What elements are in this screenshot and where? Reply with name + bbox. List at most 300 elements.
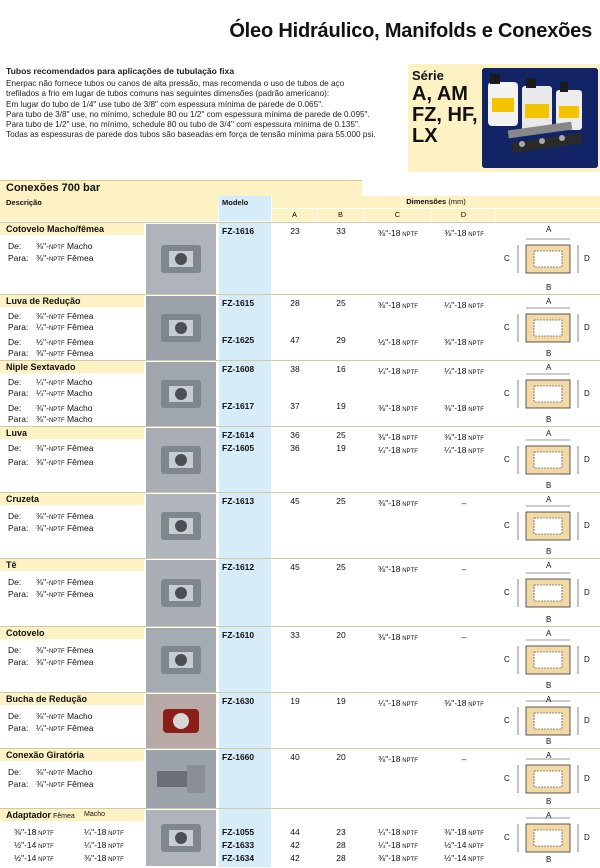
- thread-gender: Fêmea: [64, 337, 94, 347]
- fitting-name: Luva de Redução: [0, 295, 144, 307]
- dim-value: ⅜"-18: [378, 432, 401, 442]
- connection-line: [8, 377, 92, 387]
- dim-b: 25: [336, 496, 346, 506]
- connection-line: [8, 388, 92, 398]
- series-code: FZ, HF,: [412, 104, 478, 126]
- thread-size: ⅜"-: [36, 657, 49, 667]
- thread-standard: NPTF: [48, 257, 65, 263]
- thread-gender: Macho: [64, 767, 93, 777]
- dim-a: 36: [290, 443, 300, 453]
- dim-a: 28: [290, 298, 300, 308]
- thread-standard: NPTF: [106, 844, 124, 850]
- diagram-label: D: [584, 323, 590, 332]
- dim-a: 33: [290, 630, 300, 640]
- table-row: [0, 558, 600, 626]
- dim-c: [364, 632, 432, 642]
- thread-size: ¼"-: [36, 388, 49, 398]
- dim-value: ⅜"-18: [378, 403, 401, 413]
- thread-standard: NPTF: [466, 449, 484, 455]
- dim-a: 40: [290, 752, 300, 762]
- thread-size: ⅜"-: [36, 457, 49, 467]
- model-number: FZ-1612: [222, 562, 255, 572]
- diagram-label: D: [584, 455, 590, 464]
- thread-standard: NPTF: [48, 326, 65, 332]
- fitting-name: Conexão Giratória: [0, 749, 144, 761]
- dim-c: [364, 498, 432, 508]
- thread-standard: NPTF: [106, 831, 124, 837]
- intro-line: Em lugar do tubo de 1/4" use tubo de 3/8" com espessura mínima de parede de 0.065".: [6, 99, 324, 109]
- thread-size: ¼"-: [36, 377, 49, 387]
- thread-standard: NPTF: [400, 568, 418, 574]
- header-dimensions: [272, 196, 600, 208]
- table-row: [0, 626, 600, 692]
- dim-value: ½"-18: [378, 337, 401, 347]
- thread-standard: NPTF: [48, 715, 65, 721]
- dim-c: [364, 403, 432, 413]
- model-number: FZ-1630: [222, 696, 255, 706]
- thread-standard: NPTF: [466, 702, 484, 708]
- connection-label: Para:: [8, 348, 29, 358]
- diagram-label: C: [504, 774, 510, 783]
- series-code: LX: [412, 125, 438, 147]
- dim-b: 19: [336, 401, 346, 411]
- connection-label: De:: [8, 577, 22, 587]
- thread-standard: NPTF: [48, 661, 65, 667]
- dim-c: [364, 698, 432, 708]
- table-row: [0, 426, 600, 492]
- thread-standard: NPTF: [106, 857, 124, 863]
- diagram-label: B: [546, 349, 552, 358]
- connection-line: [8, 241, 92, 251]
- thread-standard: NPTF: [36, 844, 54, 850]
- thread-standard: NPTF: [48, 515, 65, 521]
- dim-d: [432, 754, 496, 764]
- dim-b: 25: [336, 562, 346, 572]
- intro-line: Enerpac não fornece tubos ou canos de alta pressão, mas recomenda o uso de tubos de aço: [6, 79, 345, 89]
- thread-size: ⅜"-: [36, 443, 49, 453]
- diagram-label: C: [504, 254, 510, 263]
- model-number: FZ-1633: [222, 840, 255, 850]
- dim-c: [364, 337, 432, 347]
- thread-size: ⅜"-: [36, 414, 49, 424]
- dim-a: 45: [290, 562, 300, 572]
- dim-d: [432, 840, 496, 850]
- dim-b: 33: [336, 226, 346, 236]
- diagram-label: D: [584, 389, 590, 398]
- connection-line: [8, 767, 92, 777]
- diagram-label: D: [584, 521, 590, 530]
- thread-standard: NPTF: [48, 593, 65, 599]
- dim-a: 23: [290, 226, 300, 236]
- connection-line: [8, 403, 92, 413]
- adapter-male-label: Macho: [84, 811, 106, 818]
- dim-d: [432, 445, 496, 455]
- dim-c: [364, 228, 432, 238]
- dim-d: [432, 432, 496, 442]
- connection-label: De:: [8, 511, 22, 521]
- adapter-male-thread: [84, 853, 124, 863]
- dim-a: 37: [290, 401, 300, 411]
- diagram-label: D: [584, 833, 590, 842]
- connection-label: Para:: [8, 723, 29, 733]
- dim-d: [432, 564, 496, 574]
- thread-gender: Fêmea: [64, 322, 94, 332]
- connection-label: Para:: [8, 388, 29, 398]
- thread-size: ½"-: [36, 337, 49, 347]
- dim-b: 25: [336, 430, 346, 440]
- product-photo: [146, 694, 216, 748]
- page-title: Óleo Hidráulico, Manifolds e Conexões: [229, 20, 592, 42]
- dim-b: 23: [336, 827, 346, 837]
- dim-c: [364, 300, 432, 310]
- thread-standard: NPTF: [48, 352, 65, 358]
- connection-line: [8, 414, 92, 424]
- adapter-title: Adaptador: [6, 810, 51, 820]
- dimension-diagram: [496, 297, 600, 359]
- thread-gender: Fêmea: [64, 443, 94, 453]
- product-photo: [146, 628, 216, 692]
- diagram-label: A: [546, 629, 552, 638]
- diagram-label: B: [546, 547, 552, 556]
- adapter-male-thread: [84, 840, 124, 850]
- thread-standard: NPTF: [400, 844, 418, 850]
- dim-value: –: [461, 632, 467, 642]
- adapter-male-thread: [84, 827, 124, 837]
- dim-c: [364, 827, 432, 837]
- dim-a: 45: [290, 496, 300, 506]
- model-number: FZ-1615: [222, 298, 255, 308]
- product-photo: [146, 224, 216, 294]
- product-photo: [146, 296, 216, 360]
- diagram-label: B: [546, 797, 552, 806]
- dim-c: [364, 564, 432, 574]
- dim-value: ⅜"-18: [378, 228, 401, 238]
- header-description: Descrição: [0, 196, 218, 221]
- dim-d: [432, 498, 496, 508]
- thread-gender: Fêmea: [64, 523, 94, 533]
- thread-size: ⅜"-: [36, 403, 49, 413]
- fitting-name: Cotovelo Macho/fêmea: [0, 223, 144, 235]
- thread-gender: Macho: [64, 377, 93, 387]
- header-col-diagram: [496, 209, 600, 221]
- diagram-label: A: [546, 429, 552, 438]
- thread-gender: Fêmea: [64, 645, 94, 655]
- thread-gender: Macho: [64, 403, 93, 413]
- connection-line: [8, 311, 93, 321]
- thread-standard: NPTF: [466, 844, 484, 850]
- dim-d: [432, 632, 496, 642]
- dim-d: [432, 300, 496, 310]
- dim-d: [432, 403, 496, 413]
- thread-standard: NPTF: [400, 370, 418, 376]
- thread-size: ¼"-18: [84, 827, 107, 837]
- dim-value: –: [461, 754, 467, 764]
- thread-standard: NPTF: [36, 831, 54, 837]
- connection-line: [8, 723, 93, 733]
- diagram-label: B: [546, 855, 552, 864]
- thread-standard: NPTF: [466, 341, 484, 347]
- thread-size: ⅜"-: [36, 311, 49, 321]
- diagram-label: B: [546, 481, 552, 490]
- connection-line: [8, 322, 93, 332]
- model-number: FZ-1610: [222, 630, 255, 640]
- diagram-label: C: [504, 716, 510, 725]
- thread-gender: Fêmea: [64, 589, 94, 599]
- thread-standard: NPTF: [466, 831, 484, 837]
- thread-size: ⅜"-: [36, 523, 49, 533]
- fitting-name: Tê: [0, 559, 144, 571]
- connection-label: De:: [8, 311, 22, 321]
- thread-standard: NPTF: [48, 771, 65, 777]
- thread-size: ¼"-18: [84, 840, 107, 850]
- dim-a: 36: [290, 430, 300, 440]
- connection-label: Para:: [8, 589, 29, 599]
- thread-standard: NPTF: [466, 304, 484, 310]
- connection-line: [8, 645, 93, 655]
- header-dims-label: Dimensões: [406, 197, 447, 206]
- thread-standard: NPTF: [48, 381, 65, 387]
- dim-c: [364, 366, 432, 376]
- dim-d: [432, 827, 496, 837]
- thread-size: ⅜"-: [36, 348, 49, 358]
- thread-standard: NPTF: [400, 702, 418, 708]
- thread-standard: NPTF: [48, 727, 65, 733]
- thread-gender: Fêmea: [64, 657, 94, 667]
- dim-d: [432, 698, 496, 708]
- thread-size: ⅜"-: [36, 589, 49, 599]
- dim-value: ⅜"-18: [378, 754, 401, 764]
- thread-size: ½"-14: [14, 840, 37, 850]
- dim-b: 25: [336, 298, 346, 308]
- adapter-block: [0, 808, 600, 866]
- dim-value: ⅜"-18: [444, 698, 467, 708]
- dim-b: 19: [336, 443, 346, 453]
- dim-b: 28: [336, 840, 346, 850]
- model-number: FZ-1055: [222, 827, 255, 837]
- dimension-diagram: [496, 751, 600, 807]
- connection-label: Para:: [8, 523, 29, 533]
- connection-line: [8, 337, 93, 347]
- thread-standard: NPTF: [48, 245, 65, 251]
- diagram-label: A: [546, 751, 552, 760]
- dim-value: ⅜"-18: [444, 432, 467, 442]
- diagram-label: A: [546, 561, 552, 570]
- connection-label: De:: [8, 711, 22, 721]
- thread-gender: Fêmea: [64, 511, 94, 521]
- diagram-label: B: [546, 615, 552, 624]
- connection-label: Para:: [8, 322, 29, 332]
- dim-value: ⅜"-18: [444, 337, 467, 347]
- thread-gender: Fêmea: [64, 577, 94, 587]
- dim-a: 47: [290, 335, 300, 345]
- product-photo: [146, 428, 216, 492]
- diagram-label: D: [584, 254, 590, 263]
- connection-line: [8, 779, 93, 789]
- thread-standard: NPTF: [48, 315, 65, 321]
- dim-value: ⅜"-18: [444, 228, 467, 238]
- header-col-a: A: [272, 209, 317, 221]
- connection-label: De:: [8, 403, 22, 413]
- diagram-label: C: [504, 833, 510, 842]
- table-header: [0, 196, 600, 221]
- thread-gender: Fêmea: [64, 253, 94, 263]
- thread-gender: Fêmea: [64, 723, 94, 733]
- dim-a: 42: [290, 840, 300, 850]
- dim-value: ⅜"-18: [378, 853, 401, 863]
- diagram-label: A: [546, 363, 552, 372]
- diagram-label: C: [504, 455, 510, 464]
- connection-line: [8, 523, 93, 533]
- header-col-c: C: [364, 209, 431, 221]
- thread-standard: NPTF: [466, 407, 484, 413]
- dim-c: [364, 754, 432, 764]
- product-photo: [482, 68, 598, 168]
- connection-label: De:: [8, 377, 22, 387]
- model-number: FZ-1605: [222, 443, 255, 453]
- diagram-label: A: [546, 297, 552, 306]
- connection-label: De:: [8, 443, 22, 453]
- adapter-female-label: Fêmea: [51, 813, 75, 820]
- connection-line: [8, 711, 92, 721]
- connection-line: [8, 577, 93, 587]
- thread-standard: NPTF: [466, 232, 484, 238]
- diagram-label: D: [584, 588, 590, 597]
- connection-line: [8, 511, 93, 521]
- thread-size: ⅜"-: [36, 779, 49, 789]
- diagram-label: C: [504, 323, 510, 332]
- connection-line: [8, 443, 93, 453]
- thread-gender: Fêmea: [64, 311, 94, 321]
- connection-label: Para:: [8, 779, 29, 789]
- dim-value: ¼"-18: [444, 366, 467, 376]
- dim-value: ¼"-18: [378, 698, 401, 708]
- model-number: FZ-1634: [222, 853, 255, 863]
- dim-b: 29: [336, 335, 346, 345]
- dim-value: ¼"-18: [378, 445, 401, 455]
- thread-standard: NPTF: [48, 581, 65, 587]
- thread-gender: Fêmea: [64, 779, 94, 789]
- product-photo: [146, 560, 216, 626]
- thread-size: ⅜"-18: [84, 853, 107, 863]
- dimension-diagram: [496, 811, 600, 865]
- thread-standard: NPTF: [400, 758, 418, 764]
- diagram-label: C: [504, 655, 510, 664]
- connection-label: De:: [8, 337, 22, 347]
- intro-heading: Tubos recomendados para aplicações de tubulação fixa: [6, 66, 235, 76]
- thread-gender: Macho: [64, 414, 93, 424]
- dim-a: 44: [290, 827, 300, 837]
- dimension-diagram: [496, 495, 600, 557]
- model-number: FZ-1613: [222, 496, 255, 506]
- thread-standard: NPTF: [48, 341, 65, 347]
- dimension-diagram: [496, 363, 600, 425]
- table-row: [0, 222, 600, 294]
- model-number: FZ-1616: [222, 226, 255, 236]
- dimension-diagram: [496, 429, 600, 491]
- connection-label: Para:: [8, 414, 29, 424]
- model-number: FZ-1617: [222, 401, 255, 411]
- thread-standard: NPTF: [400, 304, 418, 310]
- thread-standard: NPTF: [400, 341, 418, 347]
- thread-size: ½"-14: [14, 853, 37, 863]
- thread-standard: NPTF: [466, 857, 484, 863]
- fitting-name: Cruzeta: [0, 493, 144, 505]
- header-model: Modelo: [219, 196, 271, 221]
- dim-value: ½"-14: [444, 840, 467, 850]
- thread-gender: Fêmea: [64, 457, 94, 467]
- intro-line: Para tubo de 3/8" use, no mínimo, schedule 80 ou 1/2" com espessura mínima de parede de 0.095".: [6, 109, 370, 119]
- connection-label: De:: [8, 241, 22, 251]
- fitting-name: Bucha de Redução: [0, 693, 144, 705]
- thread-standard: NPTF: [466, 436, 484, 442]
- diagram-label: A: [546, 495, 552, 504]
- thread-gender: Macho: [64, 711, 93, 721]
- diagram-label: A: [546, 225, 552, 234]
- diagram-label: C: [504, 389, 510, 398]
- diagram-label: C: [504, 521, 510, 530]
- dim-value: ¼"-18: [444, 300, 467, 310]
- adapter-female-thread: [14, 853, 54, 863]
- product-photo: [146, 810, 216, 866]
- fitting-name: Niple Sextavado: [0, 361, 144, 373]
- thread-standard: NPTF: [48, 461, 65, 467]
- diagram-label: B: [546, 737, 552, 746]
- header-col-b: B: [318, 209, 363, 221]
- dimension-diagram: [496, 225, 600, 293]
- model-number: FZ-1660: [222, 752, 255, 762]
- fitting-name: Luva: [0, 427, 144, 439]
- thread-standard: NPTF: [400, 502, 418, 508]
- connection-label: De:: [8, 767, 22, 777]
- dim-value: –: [461, 564, 467, 574]
- connection-label: Para:: [8, 253, 29, 263]
- adapter-female-thread: [14, 840, 54, 850]
- dim-value: ¼"-18: [444, 445, 467, 455]
- dim-value: ¼"-18: [378, 827, 401, 837]
- dim-value: ⅜"-18: [378, 564, 401, 574]
- model-number: FZ-1625: [222, 335, 255, 345]
- dim-a: 38: [290, 364, 300, 374]
- adapter-female-thread: [14, 827, 54, 837]
- thread-standard: NPTF: [400, 449, 418, 455]
- thread-standard: NPTF: [400, 407, 418, 413]
- thread-size: ¼"-: [36, 723, 49, 733]
- connection-line: [8, 253, 93, 263]
- connection-line: [8, 457, 93, 467]
- table-row: [0, 492, 600, 558]
- thread-gender: Macho: [64, 388, 93, 398]
- dim-c: [364, 840, 432, 850]
- diagram-label: B: [546, 681, 552, 690]
- thread-size: ⅜"-: [36, 511, 49, 521]
- thread-standard: NPTF: [48, 418, 65, 424]
- dim-value: –: [461, 498, 467, 508]
- series-box: [408, 64, 600, 172]
- table-row: [0, 294, 600, 360]
- diagram-label: D: [584, 655, 590, 664]
- model-number: FZ-1614: [222, 430, 255, 440]
- dim-c: [364, 445, 432, 455]
- diagram-label: D: [584, 716, 590, 725]
- series-code: A, AM: [412, 83, 468, 105]
- dim-value: ⅜"-18: [444, 403, 467, 413]
- adapter-header: [0, 809, 144, 821]
- dim-value: ¼"-18: [378, 366, 401, 376]
- dim-d: [432, 853, 496, 863]
- dim-c: [364, 853, 432, 863]
- product-photo: [146, 750, 216, 808]
- thread-gender: Fêmea: [64, 348, 94, 358]
